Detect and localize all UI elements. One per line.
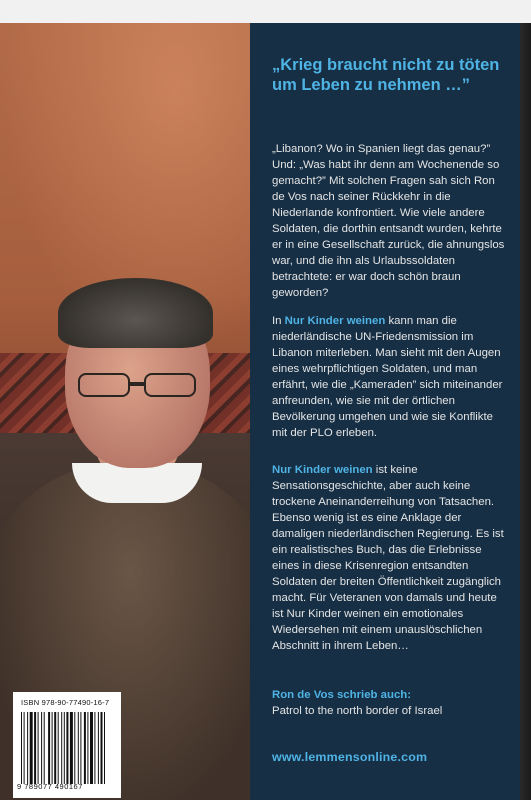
book-back-cover — [0, 23, 520, 800]
also-by-heading: Ron de Vos schrieb auch: — [272, 689, 412, 701]
publisher-url[interactable]: www.lemmensonline.com — [272, 750, 428, 764]
page-edge-top — [0, 0, 531, 23]
isbn-barcode — [13, 692, 121, 798]
isbn-label: ISBN 978-90-77490-16-7 — [21, 698, 110, 707]
book-edge-shadow — [520, 23, 531, 800]
book-title-inline: Nur Kinder weinen — [284, 315, 386, 327]
paragraph-intro: „Libanon? Wo in Spanien liegt das genau?” Und: „Was habt ihr denn am Wochenende so gemacht?” Mit solchen Fragen sah sich Ron de Vos nach seiner Rückkehr in die Niederlande konfrontiert. Wie viele andere Soldaten, die dorthin entsandt wurden, kehrte er in eine Gesellschaft zurück, die ahnungslos war, und die ihn als Urlaubssoldaten betrachtete: er war doch schön braun geworden? — [272, 143, 505, 299]
glasses — [78, 373, 198, 399]
also-by-title: Patrol to the north border of Israel — [272, 705, 443, 717]
barcode-digits: 9 789077 490167 — [17, 782, 83, 791]
paragraph-description: Nur Kinder weinen ist keine Sensationsgeschichte, aber auch keine trockene Aneinanderreihung von Tatsachen. Ebenso wenig ist es eine Anklage der damaligen niederländischen Regierung. Es ist ein realistisches Buch, das die Erlebnisse eines in diese Krisenregion entsandten Soldaten der breiten Öffentlichkeit zugänglich macht. Für Veteranen von damals und heute ist Nur Kinder weinen ein emotionales Wiedersehen mit einem unauslöschlichen Abschnitt in ihrem Leben… — [272, 464, 504, 652]
tagline-quote: „Krieg braucht nicht zu töten um Leben zu nehmen …” — [272, 56, 500, 94]
author-photo — [0, 23, 250, 800]
paragraph-mission: In Nur Kinder weinen kann man die niederländische UN-Friedensmission im Libanon miterleben. Man sieht mit den Augen eines wehrpflichtigen Soldaten, und man erfährt, wie die „Kameraden” sich miteinander anfreunden, wie sie mit der örtlichen Bevölkerung umgehen und wie sie Konflikte mit der PLO erleben. — [272, 315, 503, 439]
book-title-inline: Nur Kinder weinen — [272, 464, 373, 476]
barcode-bars — [21, 712, 113, 784]
